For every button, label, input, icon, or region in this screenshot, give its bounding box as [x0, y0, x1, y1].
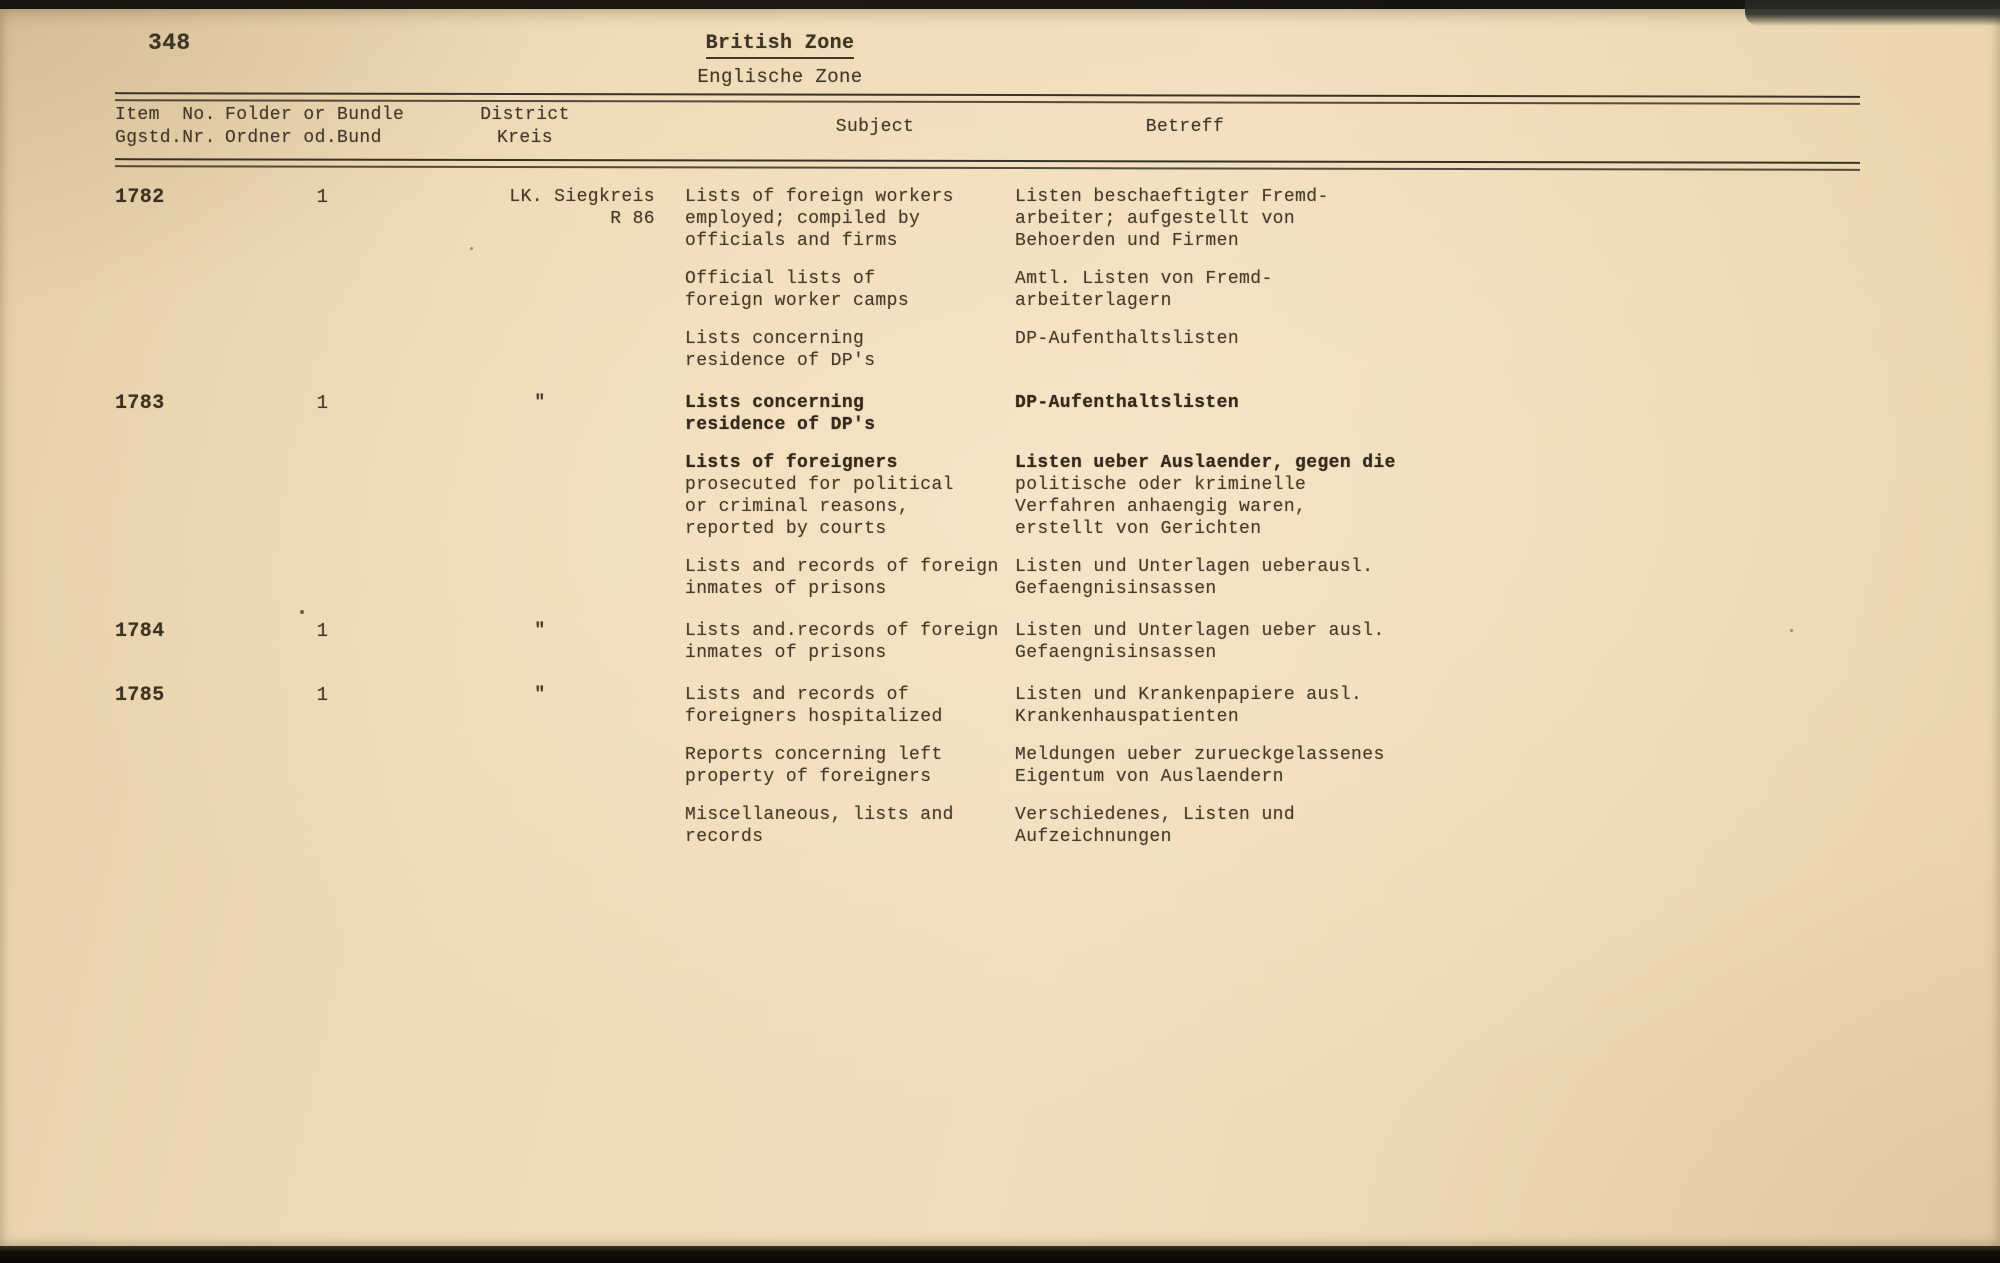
district-line: R 86	[610, 209, 655, 229]
title-english-text: British Zone	[706, 32, 855, 59]
header-subject-text: Subject	[835, 117, 915, 137]
subject-text	[685, 684, 1015, 728]
header-item-line2: Ggstd.Nr.	[115, 128, 216, 148]
column-header-subject	[685, 104, 1015, 150]
text-line: Listen beschaeftigter Fremd-	[1015, 187, 1329, 207]
text-line: erstellt von Gerichten	[1015, 519, 1262, 539]
column-header-folder	[225, 104, 405, 150]
text-line: Listen ueber Auslaender, gegen die	[1015, 453, 1396, 473]
header-district-line1: District	[480, 105, 570, 125]
table-entry	[685, 556, 1910, 600]
item-number: 1783	[115, 392, 165, 415]
row-entries	[685, 620, 1910, 664]
text-line: residence of DP's	[685, 351, 876, 371]
district-cell	[395, 392, 685, 600]
subject-text	[685, 328, 1015, 372]
folder-number: 1	[316, 186, 329, 208]
betreff-text	[1015, 684, 1910, 728]
table-row	[0, 392, 2000, 600]
text-line: Aufzeichnungen	[1015, 827, 1172, 847]
header-folder-line2: Ordner od.Bund	[225, 128, 382, 148]
subject-text	[685, 804, 1015, 848]
header-district-line2: Kreis	[496, 128, 553, 148]
text-line: Reports concerning left	[685, 745, 943, 765]
text-line: Lists and records of	[685, 685, 910, 705]
text-line: Lists concerning	[685, 393, 865, 413]
text-line: inmates of prisons	[685, 643, 887, 663]
scan-speck	[300, 610, 304, 614]
table-entry	[685, 804, 1910, 848]
text-line: DP-Aufenthaltslisten	[1015, 329, 1240, 349]
text-line: Lists and.records of foreign	[685, 621, 999, 641]
scan-speck	[470, 247, 473, 250]
text-line: politische oder kriminelle	[1015, 475, 1307, 495]
table-entry	[685, 744, 1910, 788]
text-line: Behoerden und Firmen	[1015, 231, 1240, 251]
scan-edge-top	[0, 0, 2000, 9]
header-folder-line1: Folder or Bundle	[225, 105, 405, 125]
text-line: DP-Aufenthaltslisten	[1015, 393, 1240, 413]
ditto-mark: "	[534, 393, 546, 413]
table-entry	[685, 186, 1910, 252]
text-line: or criminal reasons,	[685, 497, 910, 517]
text-line: residence of DP's	[685, 415, 876, 435]
column-header-item-no	[115, 104, 225, 150]
table-entry	[685, 328, 1910, 372]
text-line: records	[685, 827, 764, 847]
table-row	[0, 186, 2000, 372]
text-line: Gefaengnisinsassen	[1015, 643, 1217, 663]
item-number: 1782	[115, 186, 165, 209]
table-entry	[685, 620, 1910, 664]
text-line: Lists and records of foreign	[685, 557, 999, 577]
text-line: officials and firms	[685, 231, 898, 251]
district-cell	[395, 684, 685, 848]
district-cell	[395, 186, 685, 372]
scan-speck	[1790, 629, 1793, 632]
text-line: Miscellaneous, lists and	[685, 805, 954, 825]
subject-text	[685, 392, 1015, 436]
folder-number: 1	[316, 620, 329, 642]
table-body	[0, 186, 2000, 868]
district-lines	[455, 392, 655, 414]
ditto-mark: "	[534, 685, 546, 705]
betreff-text	[1015, 268, 1910, 312]
betreff-text	[1015, 392, 1910, 436]
scan-edge-top-right	[1745, 0, 2000, 26]
text-line: arbeiter; aufgestellt von	[1015, 209, 1296, 229]
district-lines	[455, 186, 655, 230]
betreff-text	[1015, 328, 1910, 372]
subject-text	[685, 620, 1015, 664]
subject-text	[685, 186, 1015, 252]
text-line: Krankenhauspatienten	[1015, 707, 1240, 727]
text-line: Official lists of	[685, 269, 876, 289]
page-number: 348	[148, 30, 191, 56]
district-line: LK. Siegkreis	[509, 187, 655, 207]
text-line: Meldungen ueber zurueckgelassenes	[1015, 745, 1385, 765]
text-line: Lists of foreign workers	[685, 187, 954, 207]
betreff-text	[1015, 452, 1910, 540]
betreff-text	[1015, 620, 1910, 664]
header-rule-bottom	[115, 158, 1860, 171]
text-line: reported by courts	[685, 519, 887, 539]
folder-number: 1	[316, 392, 329, 414]
paper-background	[0, 8, 2000, 1246]
betreff-text	[1015, 186, 1910, 252]
subject-text	[685, 744, 1015, 788]
item-number: 1784	[115, 620, 165, 643]
scan-edge-bottom	[0, 1246, 2000, 1263]
row-entries	[685, 684, 1910, 848]
ditto-mark: "	[534, 621, 546, 641]
text-line: foreign worker camps	[685, 291, 910, 311]
subject-text	[685, 452, 1015, 540]
text-line: Verfahren anhaengig waren,	[1015, 497, 1307, 517]
table-entry	[685, 268, 1910, 312]
text-line: property of foreigners	[685, 767, 932, 787]
folder-number: 1	[316, 684, 329, 706]
betreff-text	[1015, 804, 1910, 848]
title-english	[0, 32, 1560, 55]
subject-text	[685, 268, 1015, 312]
table-entry	[685, 392, 1910, 436]
subject-text	[685, 556, 1015, 600]
text-line: Verschiedenes, Listen und	[1015, 805, 1296, 825]
betreff-text	[1015, 556, 1910, 600]
district-lines	[455, 684, 655, 706]
text-line: employed; compiled by	[685, 209, 921, 229]
text-line: inmates of prisons	[685, 579, 887, 599]
row-entries	[685, 392, 1910, 600]
text-line: arbeiterlagern	[1015, 291, 1172, 311]
district-lines	[455, 620, 655, 642]
table-entry	[685, 684, 1910, 728]
text-line: Lists of foreigners	[685, 453, 898, 473]
text-line: Listen und Unterlagen ueberausl.	[1015, 557, 1374, 577]
text-line: Amtl. Listen von Fremd-	[1015, 269, 1273, 289]
text-line: prosecuted for political	[685, 475, 954, 495]
table-entry	[685, 452, 1910, 540]
column-header-betreff	[1015, 104, 2000, 150]
betreff-text	[1015, 744, 1910, 788]
text-line: Eigentum von Auslaendern	[1015, 767, 1284, 787]
table-row	[0, 620, 2000, 664]
row-entries	[685, 186, 1910, 372]
table-header-row	[0, 104, 2000, 150]
district-cell	[395, 620, 685, 664]
header-item-line1: Item No.	[115, 105, 216, 125]
column-header-district	[395, 104, 685, 150]
header-betreff-text: Betreff	[1145, 117, 1225, 137]
item-number: 1785	[115, 684, 165, 707]
text-line: Lists concerning	[685, 329, 865, 349]
title-german: Englische Zone	[697, 66, 863, 88]
text-line: Gefaengnisinsassen	[1015, 579, 1217, 599]
text-line: Listen und Krankenpapiere ausl.	[1015, 685, 1363, 705]
text-line: foreigners hospitalized	[685, 707, 943, 727]
table-row	[0, 684, 2000, 848]
text-line: Listen und Unterlagen ueber ausl.	[1015, 621, 1385, 641]
header-rule-top	[115, 92, 1860, 105]
